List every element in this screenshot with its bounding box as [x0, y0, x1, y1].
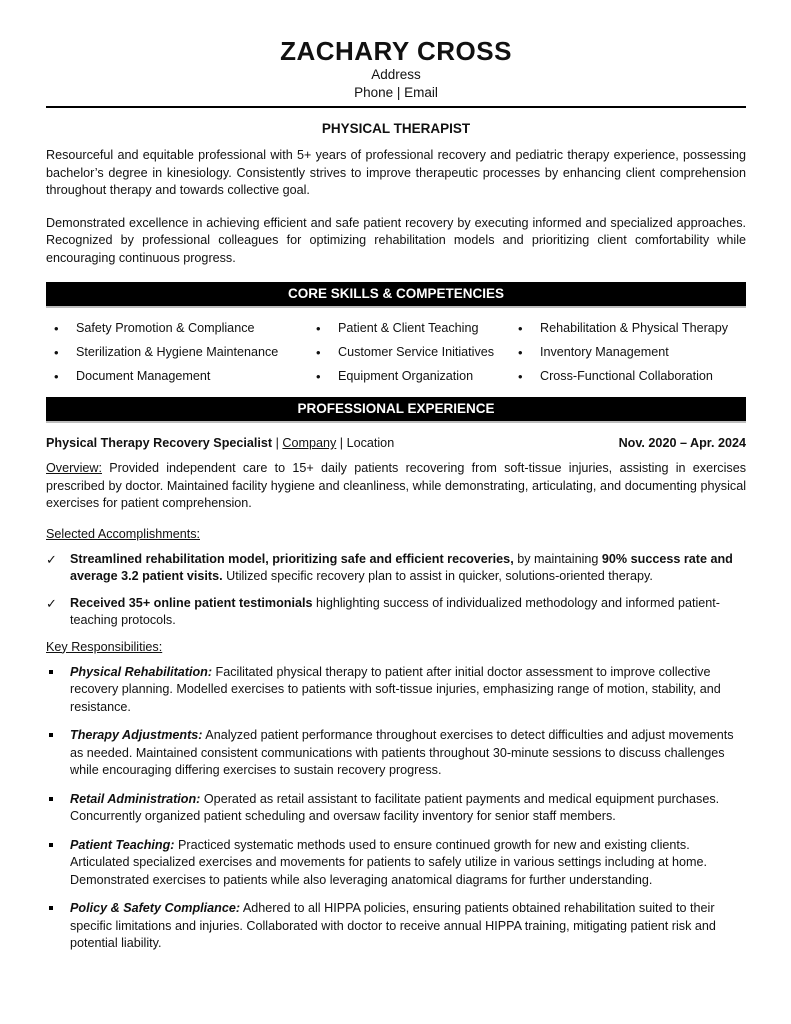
job-target-title: PHYSICAL THERAPIST [321, 121, 471, 136]
responsibility-item: Policy & Safety Compliance: Adhered to all HIPPA policies, ensuring patients obtained rehabilitation suited to their specific limitations and injuries. Collaborated with doctor to receive annual HIPPA training, mitigating patient risk and potential liability. [46, 900, 746, 953]
accomplishments-list [46, 551, 746, 630]
responsibility-item: Physical Rehabilitation: Facilitated physical therapy to patient after initial doctor assessment to improve collective recovery planning. Modelled exercises to patients with soft-tissue injuries, emphasizing range of motion, stability, and resistance. [46, 664, 746, 717]
skill-item: • Cross-Functional Collaboration [518, 369, 713, 384]
skill-item: • Rehabilitation & Physical Therapy [518, 321, 729, 336]
skill-item: • Patient & Client Teaching [316, 321, 479, 336]
overview-text: Provided independent care to 15+ daily patients recovering from soft-tissue injuries, assisting in exercises prescribed by doctor. Maintained facility hygiene and cleanliness, while demonstrating, articulating, and documenting physical exercises for patient comprehension. [46, 461, 746, 510]
accomplishment-item: ✓ Received 35+ online patient testimonials highlighting success of individualized methodology and informed patient-teaching protocols. [46, 595, 720, 627]
responsibility-item: Patient Teaching: Practiced systematic methods used to ensure continued growth for new and existing clients. Articulated specialized exercises and movements for patients to safely utilize in various settings including at home. Demonstrated exercises to patients while also leveraging anatomical diagrams for further understanding. [46, 837, 746, 890]
skill-item: • Sterilization & Hygiene Maintenance [54, 345, 279, 360]
skill-item: • Equipment Organization [316, 369, 474, 384]
accomplishments-heading: Selected Accomplishments: [46, 526, 200, 541]
skills-grid [46, 320, 746, 385]
skill-item: • Inventory Management [518, 345, 669, 360]
bullet-icon: • [518, 321, 523, 336]
job-dates: Nov. 2020 – Apr. 2024 [618, 436, 746, 450]
bullet-icon: • [54, 345, 59, 360]
square-bullet-icon [49, 670, 53, 674]
skill-item: • Safety Promotion & Compliance [54, 321, 255, 336]
bullet-icon: • [54, 321, 59, 336]
bullet-icon: • [316, 321, 321, 336]
checkmark-icon: ✓ [46, 551, 57, 567]
summary-paragraph-2: Demonstrated excellence in achieving efficient and safe patient recovery by executing informed and specialized approaches. Recognized by professional colleagues for optimizing rehabilitation models and prioritizing client comfortability while encouraging continuous progress. [46, 215, 746, 265]
phone-email-line: Phone | Email [354, 85, 438, 100]
accomplishment-item: ✓ Streamlined rehabilitation model, prioritizing safe and efficient recoveries, by maintaining 90% success rate and average 3.2 patient visits. Utilized specific recovery plan to assist in quicker, solutions-oriented therapy. [46, 551, 733, 583]
address-line: Address [371, 67, 421, 82]
candidate-name: ZACHARY CROSS [280, 36, 512, 66]
overview-label: Overview: [46, 461, 102, 475]
skill-item: • Document Management [54, 369, 211, 384]
square-bullet-icon [49, 733, 53, 737]
job-overview [46, 460, 746, 513]
job-title: Physical Therapy Recovery Specialist [46, 436, 273, 450]
square-bullet-icon [49, 843, 53, 847]
header-divider [46, 106, 746, 108]
resume-page [46, 36, 746, 964]
bullet-icon: • [518, 345, 523, 360]
square-bullet-icon [49, 906, 53, 910]
skill-item: • Customer Service Initiatives [316, 345, 495, 360]
responsibility-item: Retail Administration: Operated as retail assistant to facilitate patient payments and medical equipment purchases. Concurrently organized patient scheduling and oversaw facility inventory for senior staff members. [46, 791, 746, 826]
bullet-icon: • [316, 369, 321, 384]
responsibility-item: Therapy Adjustments: Analyzed patient performance throughout exercises to detect difficulties and adjust movements as needed. Maintained consistent communications with patients throughout 30-minute sessions to discuss challenges while encouraging differing exercises to sustain recovery progress. [46, 727, 746, 780]
checkmark-icon: ✓ [46, 595, 57, 611]
experience-section-heading: PROFESSIONAL EXPERIENCE [46, 397, 746, 423]
company-name: Company [282, 436, 337, 450]
bullet-icon: • [316, 345, 321, 360]
responsibilities-list [46, 664, 746, 953]
skills-section-heading: CORE SKILLS & COMPETENCIES [46, 282, 746, 308]
job-location: Location [346, 436, 395, 450]
job-header: Physical Therapy Recovery Specialist | Company | Location Nov. 2020 – Apr. 2024 [46, 436, 746, 450]
responsibilities-heading: Key Responsibilities: [46, 639, 163, 654]
summary-paragraph-1: Resourceful and equitable professional with 5+ years of professional recovery and pediatric therapy experience, possessing bachelor’s degree in kinesiology. Consistently strives to improve therapeutic processes by enhancing client comprehension throughout therapy and towards collective goal. [46, 148, 746, 197]
bullet-icon: • [54, 369, 59, 384]
square-bullet-icon [49, 797, 53, 801]
bullet-icon: • [518, 369, 523, 384]
